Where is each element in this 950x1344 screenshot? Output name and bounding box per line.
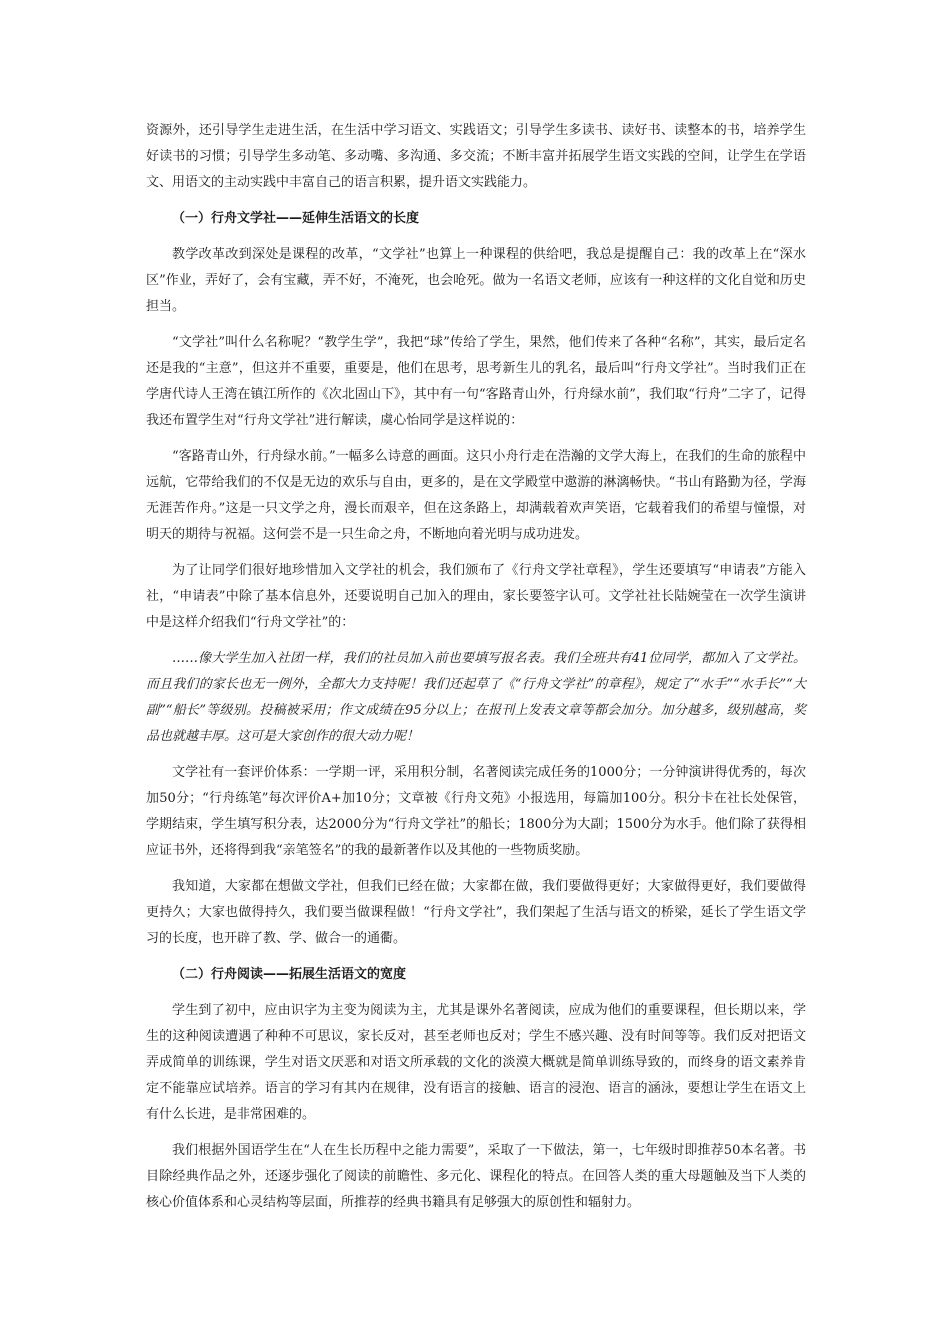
- section-heading-literary-club: （一）行舟文学社——延伸生活语文的长度: [172, 211, 420, 226]
- paragraph-doing-better: 我知道，大家都在想做文学社，但我们已经在做；大家都在做，我们要做得更好；大家做得更好，我们要做得更持久；大家也做得持久，我们要当做课程做！“行舟文学社”，我们架起了生活与语文的桥梁，延长了学生语文学习的长度，也开辟了教、学、做合一的通衢。: [146, 879, 806, 946]
- paragraph-student-interpretation: “客路青山外，行舟绿水前。”一幅多么诗意的画面。这只小舟行走在浩瀚的文学大海上，在我们的生命的旅程中远航，它带给我们的不仅是无边的欢乐与自由，更多的，是在文学殿堂中遨游的淋漓畅快。“书山有路勤为径，学海无涯苦作舟。”这是一只文学之舟，漫长而艰辛，但在这条路上，却满载着欢声笑语，它载着我们的希望与憧憬，对明天的期待与祝福。这何尝不是一只生命之舟，不断地向着光明与成功进发。: [146, 449, 806, 542]
- paragraph-reform: 教学改革改到深处是课程的改革，“文学社”也算上一种课程的供给吧，我总是提醒自己：我的改革上在“深水区”作业，弄好了，会有宝藏，弄不好，不淹死，也会呛死。做为一名语文老师，应该有一种这样的文化自觉和历史担当。: [146, 247, 806, 314]
- paragraph-reading-problems: 学生到了初中，应由识字为主变为阅读为主，尤其是课外名著阅读，应成为他们的重要课程，但长期以来，学生的这种阅读遭遇了种种不可思议，家长反对，甚至老师也反对；学生不感兴趣、没有时间等等。我们反对把语文弄成简单的训练课，学生对语文厌恶和对语文所承载的文化的淡漠大概就是简单训练导致的，而终身的语文素养肯定不能靠应试培养。语言的学习有其内在规律，没有语言的接触、语言的浸泡、语言的涵泳，要想让学生在语文上有什么长进，是非常困难的。: [146, 1003, 806, 1122]
- paragraph-evaluation-system: 文学社有一套评价体系：一学期一评，采用积分制，名著阅读完成任务的1000分；一分钟演讲得优秀的，每次加50分；“行舟练笔”每次评价A+加10分；文章被《行舟文苑》小报选用，每篇加100分。积分卡在社长处保管，学期结束，学生填写积分表，达2000分为“行舟文学社”的船长；1800分为大副；1500分为水手。他们除了获得相应证书外，还将得到我“亲笔签名”的我的最新著作以及其他的一些物质奖励。: [146, 765, 806, 858]
- paragraph-club-charter: 为了让同学们很好地珍惜加入文学社的机会，我们颁布了《行舟文学社章程》，学生还要填写“申请表”方能入社，“申请表”中除了基本信息外，还要说明自己加入的理由，家长要签字认可。文学社社长陆婉莹在一次学生演讲中是这样介绍我们“行舟文学社”的：: [146, 563, 806, 630]
- section-heading-reading: （二）行舟阅读——拓展生活语文的宽度: [172, 967, 407, 982]
- paragraph-reading-approach: 我们根据外国语学生在“人在生长历程中之能力需要”，采取了一下做法，第一，七年级时即推荐50本名著。书目除经典作品之外，还逐步强化了阅读的前瞻性、多元化、课程化的特点。在回答人类的重大母题触及当下人类的核心价值体系和心灵结构等层面，所推荐的经典书籍具有足够强大的原创性和辐射力。: [146, 1143, 806, 1210]
- document-page: [146, 118, 806, 1216]
- paragraph-speech-quote: ……像大学生加入社团一样，我们的社员加入前也要填写报名表。我们全班共有41位同学，都加入了文学社。而且我们的家长也无一例外，全都大力支持呢！我们还起草了《“行舟文学社”的章程》，规定了“水手”“水手长”“大副”“船长”等级别。投稿被采用；作文成绩在95分以上；在报刊上发表文章等都会加分。加分越多，级别越高，奖品也就越丰厚。这可是大家创作的很大动力呢！: [146, 651, 806, 744]
- paragraph-club-name: “文学社”叫什么名称呢？“教学生学”，我把“球”传给了学生，果然，他们传来了各种“名称”，其实，最后定名还是我的“主意”，但这并不重要，重要是，他们在思考，思考新生儿的乳名，最后叫“行舟文学社”。当时我们正在学唐代诗人王湾在镇江所作的《次北固山下》，其中有一句“客路青山外，行舟绿水前”，我们取“行舟”二字了，记得我还布置学生对“行舟文学社”进行解读，虞心怡同学是这样说的：: [146, 335, 806, 428]
- paragraph-intro-continuation: 资源外，还引导学生走进生活，在生活中学习语文、实践语文；引导学生多读书、读好书、读整本的书，培养学生好读书的习惯；引导学生多动笔、多动嘴、多沟通、多交流；不断丰富并拓展学生语文实践的空间，让学生在学语文、用语文的主动实践中丰富自己的语言积累，提升语文实践能力。: [146, 123, 806, 190]
